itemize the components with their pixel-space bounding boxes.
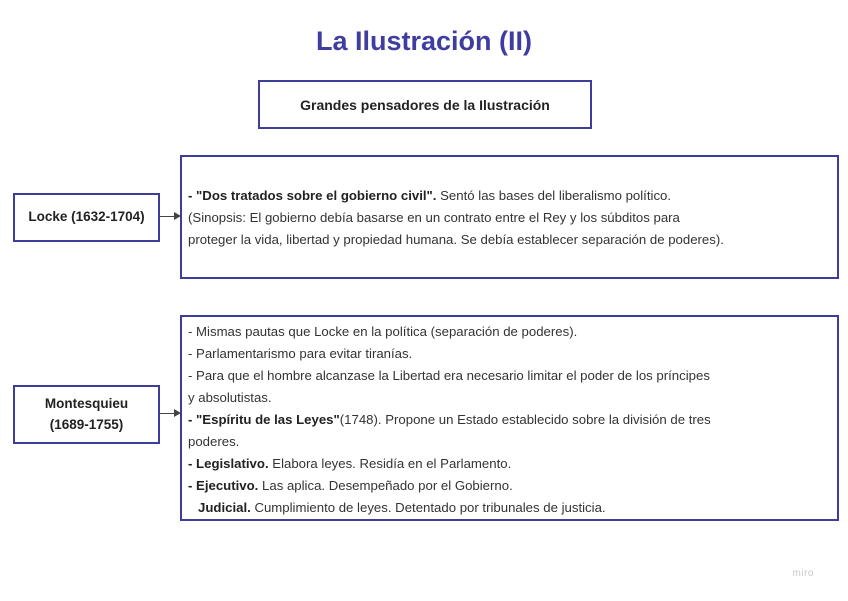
- montesquieu-arrow: [160, 413, 179, 414]
- page-title: La Ilustración (II): [315, 26, 533, 56]
- mont-work-title: - "Espíritu de las Leyes": [188, 412, 340, 427]
- miro-watermark: miro: [792, 568, 814, 579]
- montesquieu-dates: (1689-1755): [49, 416, 124, 432]
- locke-line-2: (Sinopsis: El gobierno debía basarse en un contrato entre el Rey y los súbditos para: [188, 210, 680, 225]
- locke-name-box: [13, 193, 160, 242]
- mont-line-1: - Mismas pautas que Locke en la política (separación de poderes).: [188, 324, 578, 339]
- subtitle-box: [258, 80, 592, 129]
- mont-line-6: poderes.: [188, 434, 240, 449]
- ejecutivo-desc: Las aplica. Desempeñado por el Gobierno.: [258, 478, 513, 493]
- mont-line-2: - Parlamentarismo para evitar tiranías.: [188, 346, 413, 361]
- mont-line-3: - Para que el hombre alcanzase la Libertad era necesario limitar el poder de los príncipes: [188, 368, 710, 383]
- judicial-desc: Cumplimiento de leyes. Detentado por tribunales de justicia.: [250, 500, 606, 515]
- locke-work-title: - "Dos tratados sobre el gobierno civil".: [188, 188, 437, 203]
- legislativo-desc: Elabora leyes. Residía en el Parlamento.: [268, 456, 512, 471]
- locke-arrow: [160, 216, 179, 217]
- judicial-label: Judicial.: [198, 500, 251, 515]
- mont-line-4: y absolutistas.: [188, 390, 272, 405]
- mont-line-judicial: [188, 497, 831, 519]
- mont-work-desc: (1748). Propone un Estado establecido sobre la división de tres: [339, 412, 711, 427]
- subtitle-text: Grandes pensadores de la Ilustración: [300, 96, 550, 113]
- locke-detail-box: [180, 155, 839, 279]
- locke-work-desc: Sentó las bases del liberalismo político.: [436, 188, 672, 203]
- mont-line-legislativo: [188, 453, 831, 475]
- mont-line-5: [188, 409, 831, 431]
- locke-line-3: proteger la vida, libertad y propiedad humana. Se debía establecer separación de poderes).: [188, 232, 724, 247]
- locke-line-1: [188, 185, 831, 207]
- legislativo-label: - Legislativo.: [188, 456, 269, 471]
- mont-line-ejecutivo: [188, 475, 831, 497]
- montesquieu-detail-box: [180, 315, 839, 521]
- ejecutivo-label: - Ejecutivo.: [188, 478, 259, 493]
- montesquieu-name: Montesquieu: [44, 395, 129, 411]
- locke-name: Locke (1632-1704): [28, 209, 145, 225]
- montesquieu-name-box: [13, 385, 160, 444]
